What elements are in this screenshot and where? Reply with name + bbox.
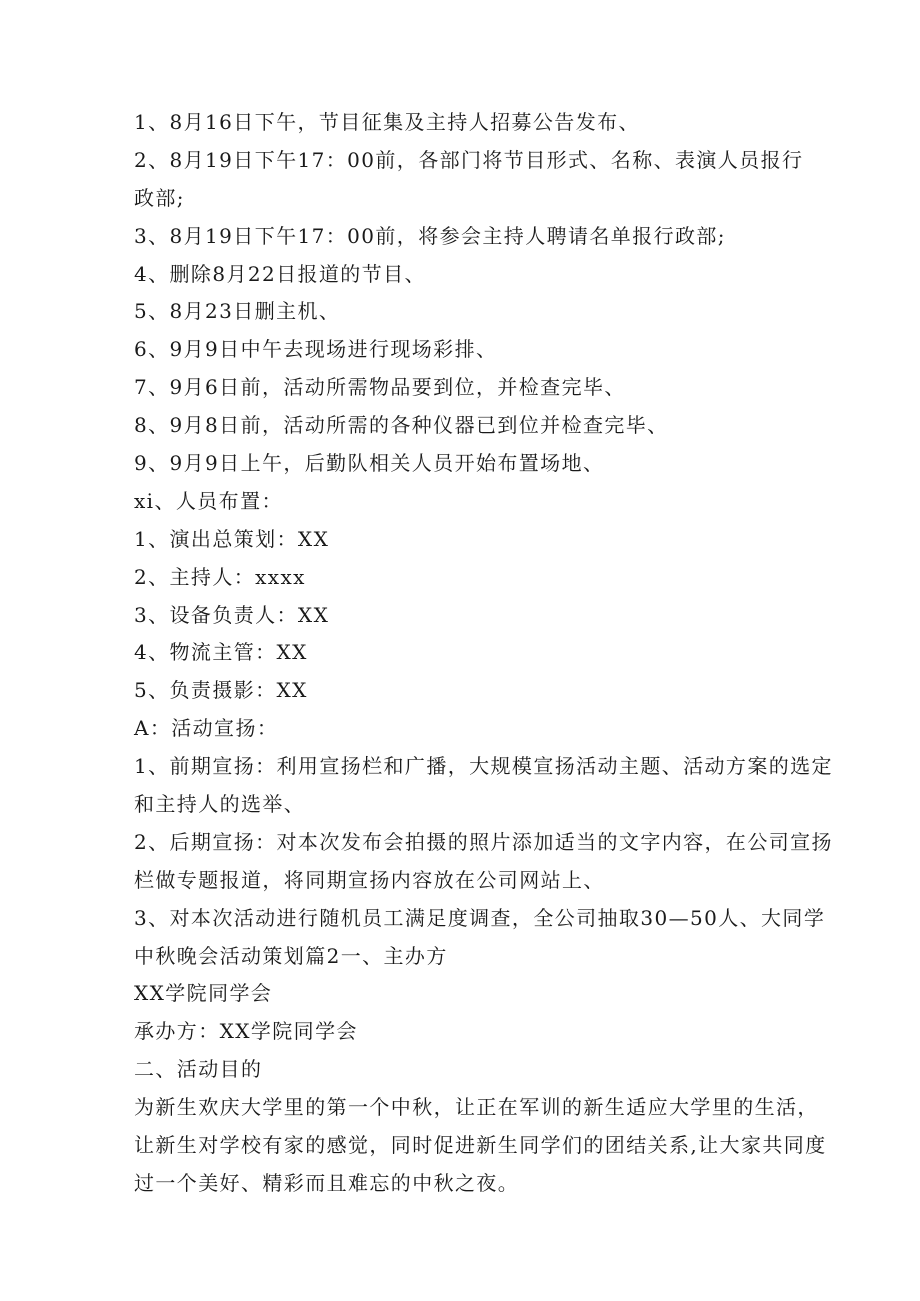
staff-item-2: 2、主持人：xxxx <box>134 564 306 589</box>
promotion-item-3-continued: 中秋晚会活动策划篇2一、主办方 <box>134 943 448 968</box>
staff-item-5: 5、负责摄影：XX <box>134 678 308 703</box>
schedule-item-6: 6、9月9日中午去现场进行现场彩排、 <box>134 337 498 362</box>
purpose-paragraph-line-1: 为新生欢庆大学里的第一个中秋，让正在军训的新生适应大学里的生活， <box>134 1095 819 1120</box>
section-heading-promotion: A：活动宣扬： <box>134 716 279 741</box>
schedule-item-2: 2、8月19日下午17：00前，各部门将节目形式、名称、表演人员报行 <box>134 147 804 172</box>
co-organizer: 承办方：XX学院同学会 <box>134 1019 358 1044</box>
schedule-item-8: 8、9月8日前，活动所需的各种仪器已到位并检查完毕、 <box>134 413 669 438</box>
document-body <box>134 104 833 1203</box>
schedule-item-2-continued: 政部; <box>134 185 185 210</box>
schedule-item-5: 5、8月23日删主机、 <box>134 299 341 324</box>
schedule-item-3: 3、8月19日下午17：00前，将参会主持人聘请名单报行政部; <box>134 223 726 248</box>
schedule-item-7: 7、9月6日前，活动所需物品要到位，并检查完毕、 <box>134 375 626 400</box>
organizer-name: XX学院同学会 <box>134 981 273 1006</box>
staff-item-4: 4、物流主管：XX <box>134 640 308 665</box>
staff-item-1: 1、演出总策划：XX <box>134 526 330 551</box>
section-heading-staffing: xi、人员布置： <box>134 488 283 513</box>
promotion-item-1-continued: 和主持人的选举、 <box>134 792 306 817</box>
promotion-item-2-continued: 栏做专题报道，将同期宣扬内容放在公司网站上、 <box>134 867 605 892</box>
purpose-paragraph-line-2: 让新生对学校有家的感觉，同时促进新生同学们的团结关系,让大家共同度 <box>134 1133 827 1158</box>
purpose-paragraph-line-3: 过一个美好、精彩而且难忘的中秋之夜。 <box>134 1170 520 1195</box>
staff-item-3: 3、设备负责人：XX <box>134 602 330 627</box>
schedule-item-9: 9、9月9日上午，后勤队相关人员开始布置场地、 <box>134 451 605 476</box>
schedule-item-4: 4、删除8月22日报道的节目、 <box>134 261 426 286</box>
section-heading-purpose: 二、活动目的 <box>134 1057 263 1082</box>
promotion-item-1: 1、前期宣扬：利用宣扬栏和广播，大规模宣扬活动主题、活动方案的选定 <box>134 754 833 779</box>
promotion-item-2: 2、后期宣扬：对本次发布会拍摄的照片添加适当的文字内容，在公司宣扬 <box>134 829 833 854</box>
promotion-item-3: 3、对本次活动进行随机员工满足度调查，全公司抽取30—50人、大同学 <box>134 905 826 930</box>
schedule-item-1: 1、8月16日下午，节目征集及主持人招募公告发布、 <box>134 110 640 134</box>
